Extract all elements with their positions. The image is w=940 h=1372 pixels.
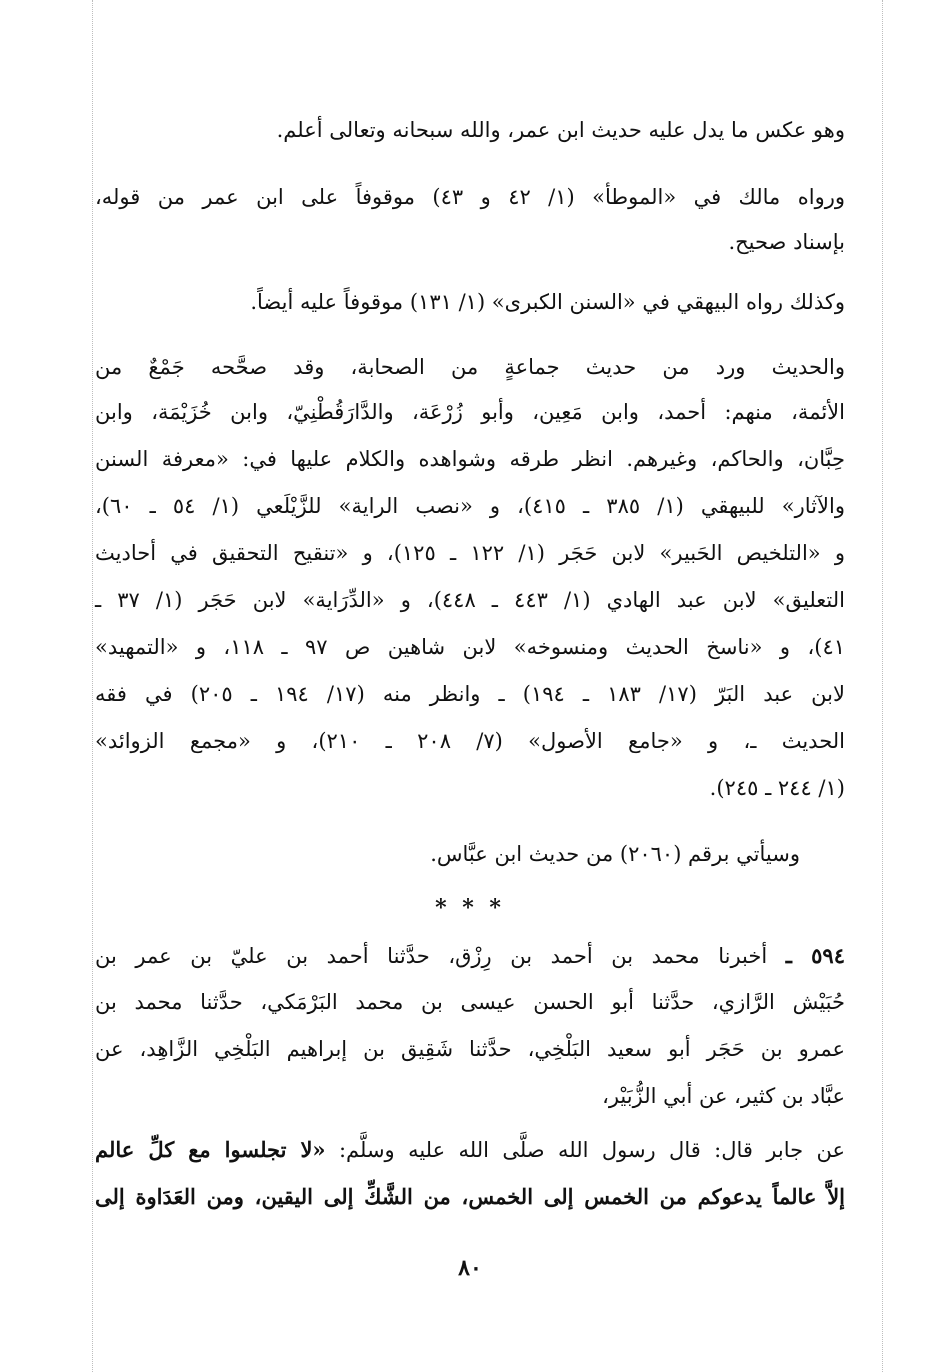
hadith-number: ٥٩٤ ـ (785, 943, 845, 968)
paragraph-line: وسيأتي برقم (٢٠٦٠) من حديث ابن عبَّاس. (430, 842, 800, 866)
hadith-first-line (95, 943, 845, 968)
paragraph-line: عبَّاد بن كثير، عن أبي الزُّبَيْر، (602, 1084, 845, 1108)
paragraph-line: بإسناد صحيح. (728, 230, 845, 254)
paragraph-line: عمرو بن حَجَر أبو سعيد البَلْخِي، حدَّثنا شَقِيق بن إبراهيم البَلْخِي الزَّاهِد، عن (95, 1037, 845, 1061)
paragraph-line: (١/ ٢٤٤ ـ ٢٤٥). (709, 776, 845, 800)
paragraph-line: وكذلك رواه البيهقي في «السنن الكبرى» (١/ ١٣١) موقوفاً عليه أيضاً. (250, 290, 845, 314)
hadith-text-line (95, 1137, 845, 1162)
paragraph-line: حِبَّان، والحاكم، وغيرهم. انظر طرقه وشواهده والكلام عليها في: «معرفة السنن (95, 447, 845, 471)
hadith-quote-line: إلاَّ عالماً يدعوكم من الخمس إلى الخمس، من الشَّكِّ إلى اليقين، ومن العَدَاوة إلى (95, 1184, 845, 1209)
paragraph-line: التعليق» لابن عبد الهادي (١/ ٤٤٣ ـ ٤٤٨)، و «الدِّرَاية» لابن حَجَر (١/ ٣٧ ـ (95, 588, 845, 612)
paragraph-line: ورواه مالك في «الموطأ» (١/ ٤٢ و ٤٣) موقوفاً على ابن عمر من قوله، (95, 185, 845, 209)
paragraph-line: و «التلخيص الحَبير» لابن حَجَر (١/ ١٢٢ ـ ١٢٥)، و «تنقيح التحقيق في أحاديث (95, 541, 845, 565)
section-separator: * * * (435, 895, 505, 921)
paragraph-line: والحديث ورد من حديث جماعةٍ من الصحابة، وقد صحَّحه جَمْعٌ من (95, 355, 845, 379)
paragraph-line: وهو عكس ما يدل عليه حديث ابن عمر، والله سبحانه وتعالى أعلم. (276, 118, 845, 142)
scan-margin-line (92, 0, 93, 1372)
hadith-quote: «لا تجلسوا مع كلِّ عالم (95, 1137, 326, 1162)
paragraph-line: لابن عبد البَرّ (١٧/ ١٨٣ ـ ١٩٤) ـ وانظر منه (١٧/ ١٩٤ ـ ٢٠٥) في فقه (95, 682, 845, 706)
paragraph-line: حُبَيْش الرَّازي، حدَّثنا أبو الحسن عيسى بن محمد البَرْمَكي، حدَّثنا محمد بن (95, 990, 845, 1014)
paragraph-line: ٤١)، و «ناسخ الحديث ومنسوخه» لابن شاهين ص ٩٧ ـ ١١٨، و «التمهيد» (95, 635, 845, 659)
paragraph-line: الحديث ـ، و «جامع الأصول» (٧/ ٢٠٨ ـ ٢١٠)، و «مجمع الزوائد» (95, 729, 845, 753)
page-number: ٨٠ (458, 1255, 482, 1281)
paragraph-line: الأئمة، منهم: أحمد، وابن مَعِين، وأبو زُرْعَة، والدَّارَقُطْنِيّ، وابن خُزَيْمَة، وابن (95, 400, 845, 424)
hadith-intro: عن جابر قال: قال رسول الله صلَّى الله عليه وسلَّم: (338, 1138, 845, 1162)
scan-margin-line (882, 0, 883, 1372)
hadith-line-text: أخبرنا محمد بن أحمد بن رِزْق، حدَّثنا أحمد بن عليّ بن عمر بن (95, 944, 768, 968)
paragraph-line: والآثار» للبيهقي (١/ ٣٨٥ ـ ٤١٥)، و «نصب الراية» للزَّيْلَعي (١/ ٥٤ ـ ٦٠)، (95, 494, 845, 518)
